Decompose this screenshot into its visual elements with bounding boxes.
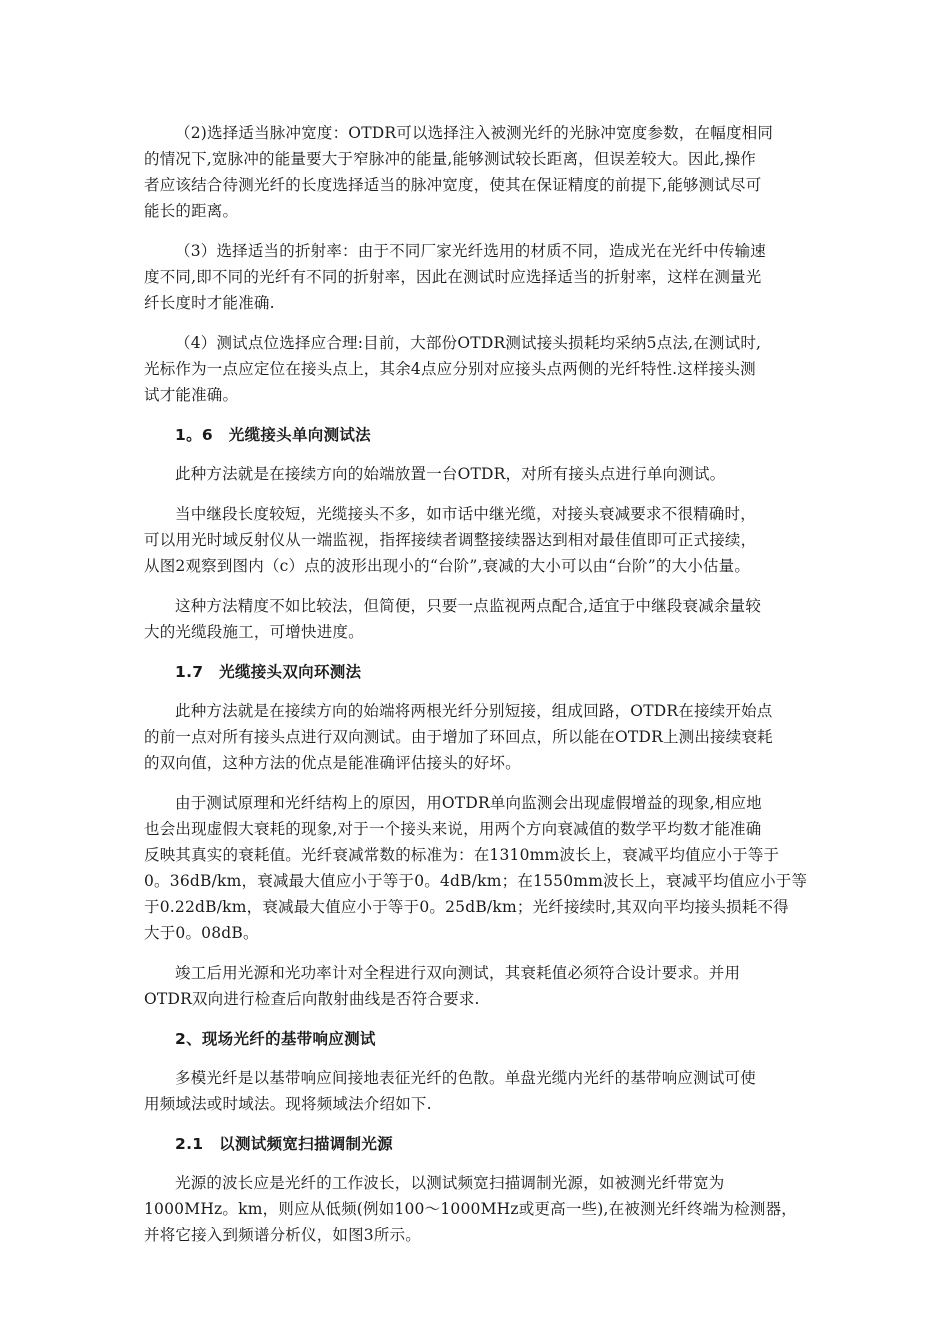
text-line: 光标作为一点应定位在接头点上，其余4点应分别对应接头点两侧的光纤特性.这样接头测 (144, 360, 756, 378)
text-line: （3）选择适当的折射率：由于不同厂家光纤选用的材质不同，造成光在光纤中传输速 (175, 242, 766, 260)
paragraph-loop-method (144, 698, 808, 776)
paragraph-test-points (144, 330, 808, 408)
text-line: 的双向值，这种方法的优点是能准确评估接头的好坏。 (144, 754, 521, 772)
text-line: 能长的距离。 (144, 202, 239, 220)
document-page (144, 120, 808, 1262)
section-heading-2-1: 2.1 以测试频宽扫描调制光源 (175, 1135, 393, 1153)
text-line: 大的光缆段施工，可增快进度。 (144, 623, 364, 641)
text-line: 可以用光时域反射仪从一端监视，指挥接续者调整接续器达到相对最佳值即可正式接续， (144, 531, 757, 549)
text-line: 的前一点对所有接头点进行双向测试。由于增加了环回点，所以能在OTDR上测出接续衰耗 (144, 728, 773, 746)
text-line: 此种方法就是在接续方向的始端将两根光纤分别短接，组成回路，OTDR在接续开始点 (175, 702, 773, 720)
paragraph-one-way-method (144, 461, 808, 487)
text-line: 多模光纤是以基带响应间接地表征光纤的色散。单盘光缆内光纤的基带响应测试可使 (175, 1069, 756, 1087)
text-line: 由于测试原理和光纤结构上的原因，用OTDR单向监测会出现虚假增益的现象,相应地 (175, 794, 762, 812)
paragraph-pulse-width (144, 120, 808, 224)
paragraph-attenuation-standard (144, 790, 808, 946)
paragraph-precision (144, 593, 808, 645)
text-line: （2)选择适当脉冲宽度：OTDR可以选择注入被测光纤的光脉冲宽度参数，在幅度相同 (175, 124, 774, 142)
text-line: 也会出现虚假大衰耗的现象,对于一个接头来说，用两个方向衰减值的数学平均数才能准确 (144, 820, 762, 838)
text-line: OTDR双向进行检查后向散射曲线是否符合要求. (144, 990, 480, 1008)
text-line: 用频域法或时域法。现将频域法介绍如下. (144, 1095, 432, 1113)
text-line: 者应该结合待测光纤的长度选择适当的脉冲宽度，使其在保证精度的前提下,能够测试尽可 (144, 176, 762, 194)
text-line: 纤长度时才能准确. (144, 294, 275, 312)
paragraph-light-source (144, 1170, 808, 1248)
text-line: 的情况下,宽脉冲的能量要大于窄脉冲的能量,能够测试较长距离，但误差较大。因此,操作 (144, 150, 756, 168)
text-line: 此种方法就是在接续方向的始端放置一台OTDR，对所有接头点进行单向测试。 (175, 465, 726, 483)
text-line: 大于0。08dB。 (144, 924, 259, 942)
text-line: （4）测试点位选择应合理:目前，大部份OTDR测试接头损耗均采纳5点法,在测试时, (175, 334, 762, 352)
section-heading-1-7: 1.7 光缆接头双向环测法 (175, 663, 362, 681)
paragraph-completion-test (144, 960, 808, 1012)
text-line: 度不同,即不同的光纤有不同的折射率，因此在测试时应选择适当的折射率，这样在测量光 (144, 268, 762, 286)
text-line: 反映其真实的衰耗值。光纤衰减常数的标准为：在1310mm波长上，衰减平均值应小于等于 (144, 846, 780, 864)
paragraph-short-relay (144, 501, 808, 579)
text-line: 0。36dB/km，衰减最大值应小于等于0。4dB/km；在1550mm波长上，衰减平均值应小于等 (144, 872, 808, 890)
text-line: 并将它接入到频谱分析仪，如图3所示。 (144, 1226, 421, 1244)
text-line: 于0.22dB/km，衰减最大值应小于等于0。25dB/km；光纤接续时,其双向平均接头损耗不得 (144, 898, 789, 916)
text-line: 1000MHz。km，则应从低频(例如100～1000MHz或更高一些),在被测光纤终端为检测器， (144, 1200, 797, 1218)
text-line: 当中继段长度较短，光缆接头不多，如市话中继光缆，对接头衰减要求不很精确时， (175, 505, 756, 523)
text-line: 光源的波长应是光纤的工作波长，以测试频宽扫描调制光源，如被测光纤带宽为 (175, 1174, 725, 1192)
paragraph-baseband (144, 1065, 808, 1117)
text-line: 试才能准确。 (144, 386, 239, 404)
text-line: 从图2观察到图内（c）点的波形出现小的“台阶”,衰减的大小可以由“台阶”的大小估量。 (144, 557, 751, 575)
text-line: 竣工后用光源和光功率计对全程进行双向测试，其衰耗值必须符合设计要求。并用 (175, 964, 741, 982)
section-heading-2: 2、现场光纤的基带响应测试 (175, 1030, 376, 1048)
paragraph-refractive-index (144, 238, 808, 316)
section-heading-1-6: 1。6 光缆接头单向测试法 (175, 426, 371, 444)
text-line: 这种方法精度不如比较法，但简便，只要一点监视两点配合,适宜于中继段衰减余量较 (175, 597, 762, 615)
